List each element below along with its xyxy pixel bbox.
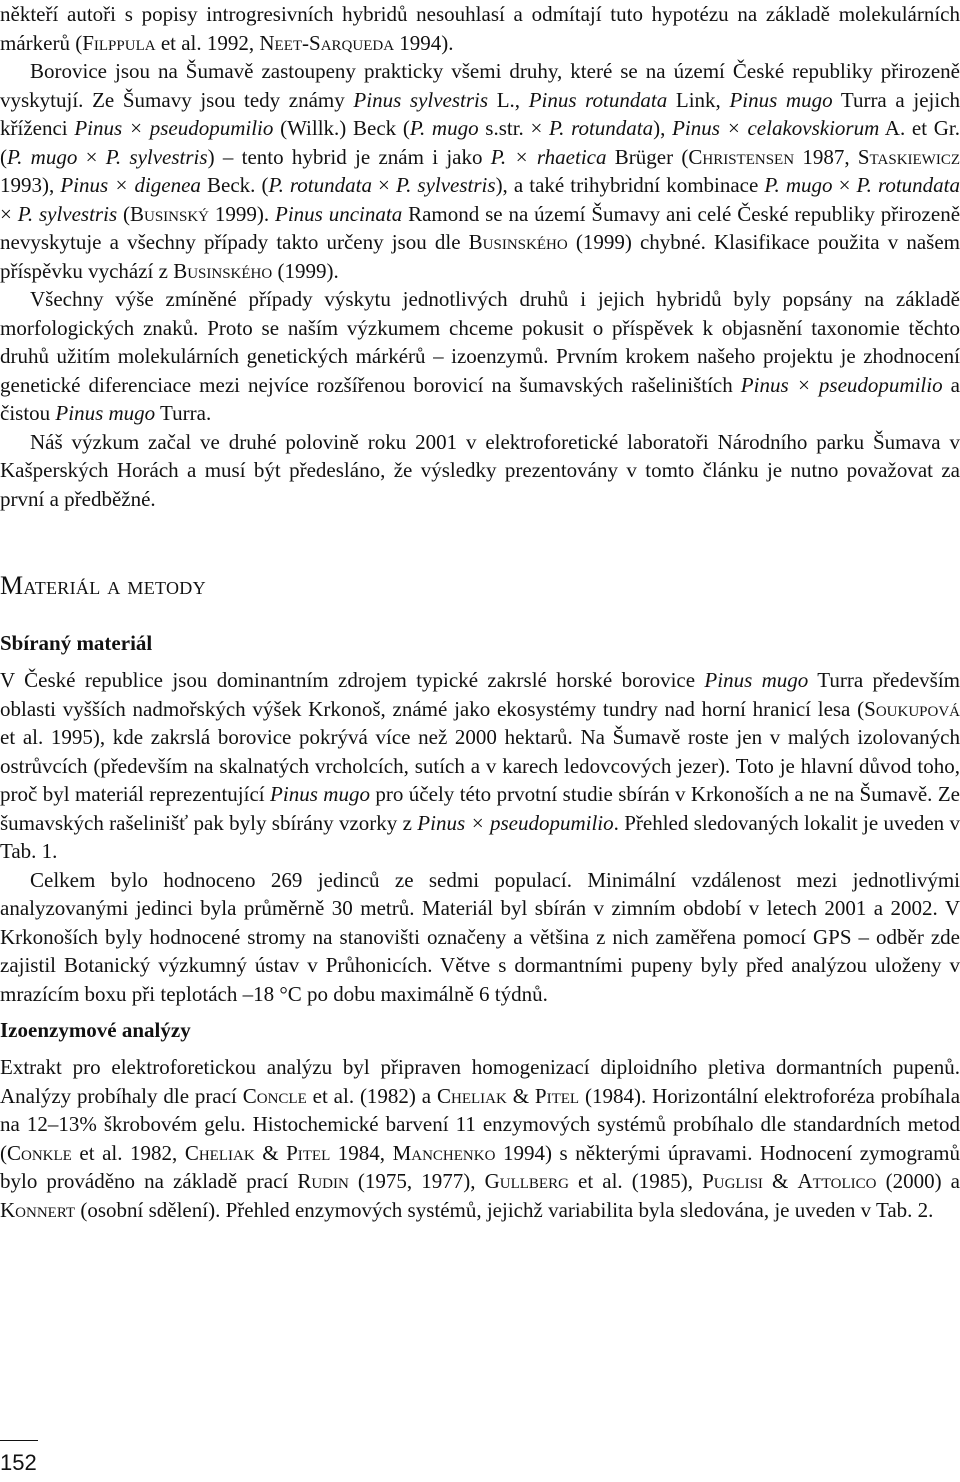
text-run: pro účely této prvotní studie sbírán v Krkonoších a ne na Šumavě. Ze šumavských rašelinišť pak byly sbírány vzorky z xyxy=(0,782,960,835)
author-name: Konnert xyxy=(0,1197,76,1222)
text-run: × xyxy=(832,173,857,197)
text-run: (1999). xyxy=(272,258,339,283)
italic-term: Pinus × celakovskiorum xyxy=(672,116,880,140)
text-run: & xyxy=(506,1083,535,1108)
author-name: Businského xyxy=(173,258,273,283)
text-run: × xyxy=(77,144,106,169)
author-name: Cheliak xyxy=(184,1140,255,1165)
paragraph xyxy=(0,57,960,285)
text-run: (1984). Horizontální elektroforéza probíhala na 12–13% škrobovém gelu. Histochemické barvení 11 enzymových systémů probíhalo dle standardních metod ( xyxy=(0,1083,960,1165)
text-run: 1994) s některými úpravami. Hodnocení zymogramů bylo prováděno na základě prací xyxy=(0,1140,960,1193)
italic-term: P. sylvestris xyxy=(105,144,208,169)
paragraph xyxy=(0,285,960,428)
italic-term: P. rotundata xyxy=(856,173,960,197)
page-number: 152 xyxy=(0,1450,37,1475)
text-run: et al. 1982, xyxy=(71,1140,185,1165)
italic-term: P. × rhaetica xyxy=(490,144,607,169)
section-heading: Materiál a metody xyxy=(0,571,206,600)
italic-term: Pinus × pseudopumilio xyxy=(74,116,274,140)
spacer xyxy=(0,1008,960,1016)
italic-term: P. mugo xyxy=(7,144,78,169)
author-name: Pitel xyxy=(534,1083,580,1108)
footer-rule xyxy=(0,1440,38,1441)
spacer xyxy=(0,1044,960,1053)
text-run: et al. (1985), xyxy=(568,1169,703,1193)
text-run: 1993), xyxy=(0,173,61,197)
text-run: (2000) a xyxy=(876,1169,960,1193)
spacer xyxy=(0,513,960,571)
author-name: Manchenko xyxy=(392,1140,496,1165)
text-run: Turra a jejich kříženci xyxy=(0,87,960,140)
author-name: Staskiewicz xyxy=(857,144,960,169)
text-run: někteří autoři s popisy introgresivních hybridů nesouhlasí a odmítají tuto hypotézu na základě molekulárních márkerů ( xyxy=(0,2,960,55)
author-name: Christensen xyxy=(688,144,795,169)
text-run: et al. 1992, xyxy=(155,30,260,55)
author-name: Neet-Sarqueda xyxy=(259,30,395,55)
author-name: Rudin xyxy=(297,1169,349,1193)
text-run: Extrakt pro elektroforetickou analýzu byl připraven homogenizací diploidního pletiva dormantních pupenů. Analýzy probíhaly dle prací xyxy=(0,1055,960,1108)
italic-term: P. mugo xyxy=(409,116,479,140)
text-run: × xyxy=(0,201,18,226)
paragraph xyxy=(0,666,960,866)
text-run: ( xyxy=(117,201,130,226)
text-run: 1984, xyxy=(330,1140,393,1165)
paragraph xyxy=(0,428,960,514)
italic-term: Pinus × digenea xyxy=(60,173,201,197)
text-run: Brüger ( xyxy=(606,144,689,169)
italic-term: Pinus uncinata xyxy=(275,201,403,226)
text-run: (1975, 1977), xyxy=(348,1169,485,1193)
author-name: Businského xyxy=(468,230,568,254)
spacer xyxy=(0,601,960,629)
text-run: Borovice jsou na Šumavě zastoupeny prakticky všemi druhy, které se na území České republiky přirozeně vyskytují. Ze Šumavy jsou tedy známy xyxy=(0,59,960,112)
collected-material-paragraphs xyxy=(0,666,960,1008)
author-name: Soukupová xyxy=(864,696,960,721)
italic-term: Pinus sylvestris xyxy=(353,87,489,112)
text-run: Beck. ( xyxy=(200,173,269,197)
paragraph xyxy=(0,0,960,57)
text-run: Ramond se na území Šumavy ani celé České republiky přirozeně nevyskytuje a všechny případy takto určeny jsou dle xyxy=(0,201,960,254)
text-run: (1999) chybné. Klasifikace použita v našem příspěvku vychází z xyxy=(0,230,960,283)
italic-term: Pinus mugo xyxy=(729,87,833,112)
italic-term: Pinus mugo xyxy=(704,668,809,692)
text-run: ), a také trihybridní kombinace xyxy=(495,173,765,197)
author-name: Attolico xyxy=(797,1169,877,1193)
paragraph xyxy=(0,866,960,1009)
spacer xyxy=(0,657,960,666)
text-run: & xyxy=(254,1140,287,1165)
author-name: Gullberg xyxy=(484,1169,569,1193)
italic-term: P. rotundata xyxy=(549,116,654,140)
text-run: a čistou xyxy=(0,372,960,425)
text-run: Turra. xyxy=(155,401,212,425)
text-run: Všechny výše zmíněné případy výskytu jednotlivých druhů i jejich hybridů byly popsány na základě morfologických znaků. Proto se naším výzkumem chceme pokusit o příspěvek k objasnění taxonomie těchto druhů užitím molekulárních genetických márkérů – izoenzymů. Prvním krokem našeho projektu je zhodnocení genetické diferenciace mezi nejvíce rozšířenou borovicí na šumavských rašeliništích xyxy=(0,287,960,397)
italic-term: P. sylvestris xyxy=(395,173,496,197)
subsection-heading-isoenzyme-analyses: Izoenzymové analýzy xyxy=(0,1018,191,1042)
text-run: A. et Gr. ( xyxy=(0,116,960,169)
italic-term: P. sylvestris xyxy=(17,201,118,226)
text-run: . Přehled sledovaných lokalit je uveden v Tab. 1. xyxy=(0,810,960,863)
author-name: Filppula xyxy=(82,30,156,55)
text-run: V České republice jsou dominantním zdrojem typické zakrslé horské borovice xyxy=(0,668,705,692)
subsection-heading-collected-material: Sbíraný materiál xyxy=(0,631,153,655)
text-run: et al. 1995), kde zakrslá borovice pokrývá více než 2000 hektarů. Na Šumavě roste jen v malých izolovaných ostrůvcích (především na skalnatých vrcholcích, sutích a v karech ledovcových jezer). Toto je hlavní důvod toho, proč byl materiál reprezentující xyxy=(0,725,960,806)
italic-term: Pinus mugo xyxy=(270,782,370,806)
author-name: Pitel xyxy=(286,1140,331,1165)
author-name: Puglisi xyxy=(702,1169,763,1193)
author-name: Conkle xyxy=(7,1140,72,1165)
italic-term: Pinus × pseudopumilio xyxy=(740,372,943,397)
author-name: Businský xyxy=(129,201,210,226)
text-run: L., xyxy=(488,87,529,112)
text-run: Turra především oblasti vyšších nadmořských výšek Krkonoš, známé jako ekosystémy tundry nad horní hranicí lesa ( xyxy=(0,668,960,721)
italic-term: Pinus rotundata xyxy=(528,87,668,112)
text-run: 1994). xyxy=(394,30,454,55)
text-run: Link, xyxy=(667,87,730,112)
text-run: (osobní sdělení). Přehled enzymových systémů, jejichž variabilita byla sledována, je uveden v Tab. 2. xyxy=(75,1197,934,1222)
italic-term: P. rotundata xyxy=(268,173,372,197)
text-run: & xyxy=(762,1169,798,1193)
intro-paragraphs xyxy=(0,0,960,513)
italic-term: Pinus mugo xyxy=(55,401,156,425)
text-run: s.str. × xyxy=(478,116,550,140)
text-run: 1999). xyxy=(209,201,275,226)
text-run: × xyxy=(371,173,396,197)
text-run: 1987, xyxy=(794,144,858,169)
text-run: (Willk.) Beck ( xyxy=(273,116,410,140)
paragraph xyxy=(0,1053,960,1224)
text-run: et al. (1982) a xyxy=(306,1083,437,1108)
text-run: ), xyxy=(653,116,673,140)
isoenzyme-paragraphs xyxy=(0,1053,960,1224)
author-name: Concle xyxy=(242,1083,307,1108)
italic-term: Pinus × pseudopumilio xyxy=(417,810,614,835)
author-name: Cheliak xyxy=(437,1083,507,1108)
text-run: Celkem bylo hodnoceno 269 jedinců ze sedmi populací. Minimální vzdálenost mezi jednotlivými analyzovanými jedinci byla průměrně 30 metrů. Materiál byl sbírán v zimním období v letech 2001 a 2002. V Krkonoších byly hodnocené stromy na stanovišti označeny a většina z nich zaměřena pomocí GPS – odběr zde zajistil Botanický výzkumný ústav v Průhonicích. Větve s dormantními pupeny byly před analýzou uloženy v mrazícím boxu při teplotách –18 °C po dobu maximálně 6 týdnů. xyxy=(0,867,960,1006)
text-run: Náš výzkum začal ve druhé polovině roku 2001 v elektroforetické laboratoři Národního parku Šumava v Kašperských Horách a musí být předesláno, že výsledky prezentovány v tomto článku je nutno považovat za první a předběžné. xyxy=(0,429,960,511)
italic-term: P. mugo xyxy=(764,173,833,197)
text-run: ) – tento hybrid je znám i jako xyxy=(207,144,491,169)
